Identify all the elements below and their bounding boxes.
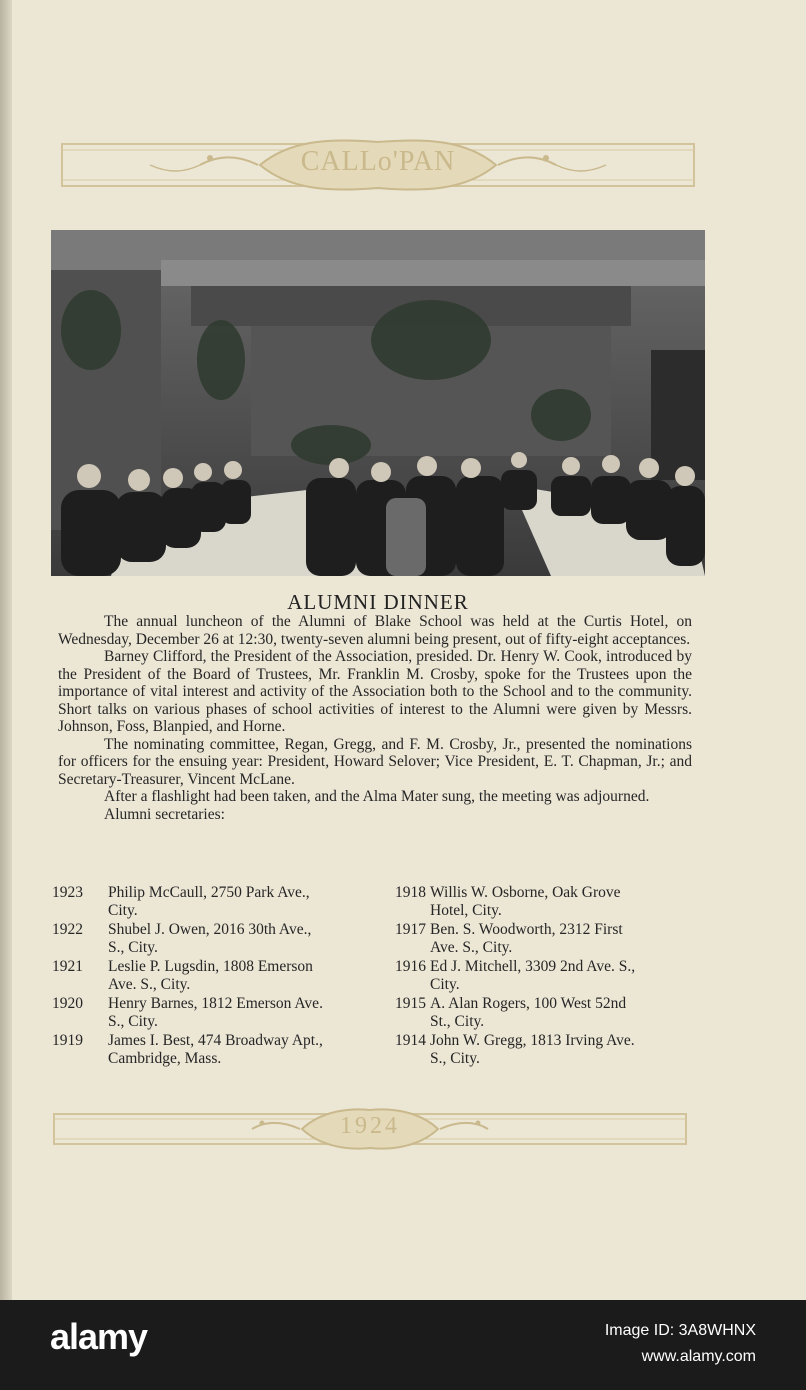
site-url-label: www.alamy.com [641,1348,756,1365]
secretary-address: City. [108,901,138,919]
paragraph-speakers: Barney Clifford, the President of the Association, presided. Dr. Henry W. Cook, introduced by the President of the Board of Trustees, Mr. Franklin M. Crosby, spoke for the Trustees upon the importance of vital interest and activity of the Association both to the School and to the community. Short talks on various phases of school activities of interest to the Alumni were given by Messrs. Johnson, Foss, Blanpied, and Horne. [58,648,692,735]
secretary-address: Cambridge, Mass. [108,1049,222,1067]
secretary-entry [426,1032,696,1067]
secretary-name: Ed J. Mitchell, 3309 2nd Ave. S., [430,958,636,975]
secretary-address: Hotel, City. [430,901,502,919]
header-banner-title: CALLo'PAN [300,146,456,177]
secretary-address: S., City. [430,1049,480,1067]
secretary-year: 1919 [52,1032,83,1049]
page-binding-edge [0,0,12,1300]
secretary-address: Ave. S., City. [108,975,191,993]
secretary-year: 1915 [395,995,426,1012]
secretary-address: City. [430,975,460,993]
secretary-row [52,884,696,919]
secretary-entry [426,995,696,1030]
secretary-name: Willis W. Osborne, Oak Grove [430,884,621,901]
footer-banner-year: 1924 [340,1113,400,1139]
alamy-logo: alamy [50,1316,148,1357]
alumni-dinner-photo [51,230,705,576]
secretary-year: 1917 [395,921,426,938]
secretary-name: John W. Gregg, 1813 Irving Ave. [430,1032,635,1049]
secretary-entry [426,958,696,993]
secretary-name: Henry Barnes, 1812 Emerson Ave. [108,995,323,1012]
secretary-entry [108,958,426,993]
group-photo-icon [51,230,705,576]
paragraph-adjourned: After a flashlight had been taken, and the Alma Mater sung, the meeting was adjourned. [104,788,650,805]
secretary-address: St., City. [430,1012,485,1030]
secretary-name: Leslie P. Lugsdin, 1808 Emerson [108,958,313,975]
paragraph-nominations: The nominating committee, Regan, Gregg, and F. M. Crosby, Jr., presented the nominations for officers for the ensuing year: President, Howard Selover; Vice President, E. T. Chapman, Jr.; and Secretary-Treasurer, Vincent McLane. [58,735,692,788]
article-title: ALUMNI DINNER [287,590,469,614]
secretary-address: S., City. [108,1012,158,1030]
secretary-entry [426,921,696,956]
secretary-year: 1918 [395,884,426,901]
secretary-entry [108,884,426,919]
secretary-entry [108,995,426,1030]
secretaries-list [52,884,696,1069]
secretary-address: S., City. [108,938,158,956]
secretary-year: 1914 [395,1032,426,1049]
secretary-entry [426,884,696,919]
image-id-label: Image ID: 3A8WHNX [604,1322,756,1339]
secretary-row [52,958,696,993]
secretary-row [52,921,696,956]
article-body [58,613,692,823]
paragraph-luncheon: The annual luncheon of the Alumni of Blake School was held at the Curtis Hotel, on Wednesday, December 26 at 12:30, twenty-seven alumni being present, out of fifty-eight acceptances. [58,613,692,648]
secretary-row [52,1032,696,1067]
secretary-year: 1921 [52,958,83,975]
secretary-entry [108,921,426,956]
secretary-year: 1916 [395,958,426,975]
secretary-year: 1920 [52,995,83,1012]
secretary-row [52,995,696,1030]
header-banner [60,134,696,198]
secretary-name: Ben. S. Woodworth, 2312 First [430,921,623,938]
secretary-year: 1922 [52,921,83,938]
secretaries-label: Alumni secretaries: [104,805,225,823]
secretary-name: Shubel J. Owen, 2016 30th Ave., [108,921,312,938]
secretary-name: James I. Best, 474 Broadway Apt., [108,1032,323,1049]
secretary-address: Ave. S., City. [430,938,513,956]
secretary-name: A. Alan Rogers, 100 West 52nd [430,995,627,1012]
footer-banner [52,1104,688,1156]
secretary-entry [108,1032,426,1067]
secretary-year: 1923 [52,884,83,901]
secretary-name: Philip McCaull, 2750 Park Ave., [108,884,310,901]
